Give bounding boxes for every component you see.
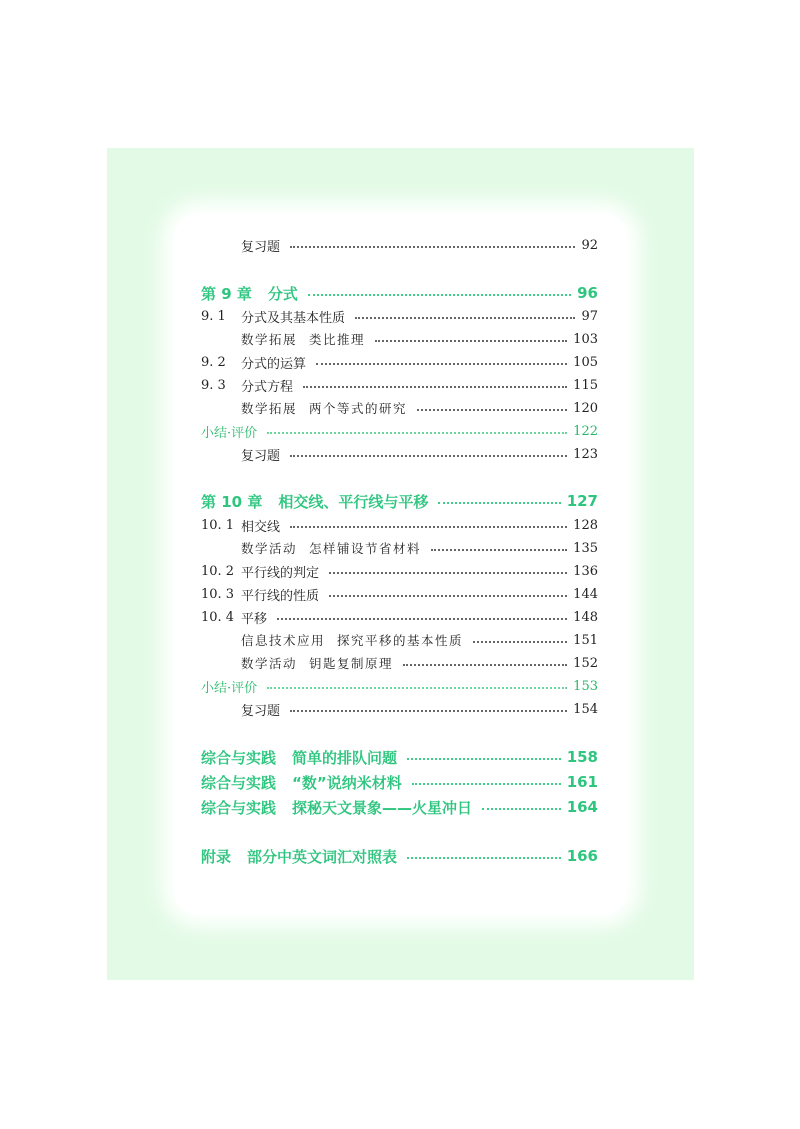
- page-number: 161: [566, 773, 598, 791]
- dot-leader: [417, 409, 567, 411]
- page-number: 92: [581, 237, 598, 253]
- entry-label: 复习题: [241, 448, 281, 464]
- dot-leader: [473, 641, 567, 643]
- dot-leader: [375, 340, 567, 342]
- practice-tag: 综合与实践: [201, 748, 277, 767]
- toc-extra-reading[interactable]: [201, 397, 598, 419]
- page-number: 115: [573, 377, 598, 393]
- page-number: 164: [566, 798, 598, 816]
- extra-name: 钥匙复制原理: [309, 656, 394, 671]
- dot-leader: [303, 386, 567, 388]
- toc-entry-review[interactable]: [201, 698, 598, 720]
- page-number: 128: [573, 517, 598, 533]
- page-number: 136: [573, 563, 598, 579]
- page-number: 152: [573, 655, 598, 671]
- page-number: 144: [573, 586, 598, 602]
- chapter-number: 第 9 章: [201, 284, 252, 303]
- section-number: 10. 2: [201, 563, 235, 579]
- page-number: 105: [573, 354, 598, 370]
- extra-title: [201, 654, 393, 672]
- section-number: 9. 3: [201, 377, 226, 393]
- practice-tag: 综合与实践: [201, 798, 277, 817]
- section-title: 相交线: [241, 519, 281, 535]
- extra-tag: 数学拓展: [241, 401, 298, 416]
- section-title: 分式方程: [241, 379, 294, 395]
- section-number: 10. 1: [201, 517, 235, 533]
- toc-extra-activity[interactable]: [201, 629, 598, 651]
- practice-tag: 综合与实践: [201, 773, 277, 792]
- extra-name: 类比推理: [309, 332, 366, 347]
- dot-leader: [438, 502, 560, 504]
- chapter-name: 分式: [267, 284, 298, 303]
- section-number: 9. 2: [201, 354, 226, 370]
- dot-leader: [355, 317, 575, 319]
- practice-name: “数”说纳米材料: [292, 773, 402, 792]
- page-number: 158: [566, 748, 598, 766]
- section-number: 9. 1: [201, 308, 226, 324]
- appendix-tag: 附录: [201, 847, 232, 866]
- section-number: 10. 4: [201, 609, 235, 625]
- dot-leader: [290, 710, 567, 712]
- section-title: 平移: [241, 611, 268, 627]
- dot-leader: [290, 526, 567, 528]
- toc-chapter-heading[interactable]: [201, 282, 598, 304]
- toc-entry-review[interactable]: [201, 443, 598, 465]
- page-number: 151: [573, 632, 598, 648]
- toc-practice-heading[interactable]: [201, 796, 598, 818]
- dot-leader: [277, 618, 567, 620]
- toc-extra-activity[interactable]: [201, 652, 598, 674]
- toc-practice-heading[interactable]: [201, 771, 598, 793]
- dot-leader: [431, 549, 567, 551]
- extra-tag: 信息技术应用: [241, 633, 326, 648]
- toc-section[interactable]: [201, 351, 598, 373]
- section-title: 分式及其基本性质: [241, 310, 346, 326]
- extra-name: 两个等式的研究: [309, 401, 408, 416]
- dot-leader: [290, 246, 575, 248]
- toc-section[interactable]: [201, 583, 598, 605]
- toc-entry-review[interactable]: [201, 234, 598, 256]
- extra-title: [201, 631, 463, 649]
- page-number: 148: [573, 609, 598, 625]
- extra-name: 怎样铺设节省材料: [309, 541, 422, 556]
- entry-label: 复习题: [241, 703, 281, 719]
- chapter-title: [201, 283, 298, 304]
- dot-leader: [290, 455, 567, 457]
- practice-name: 探秘天文景象——火星冲日: [292, 798, 473, 817]
- appendix-name: 部分中英文词汇对照表: [247, 847, 398, 866]
- chapter-title: [201, 491, 428, 512]
- page-number: 153: [573, 678, 598, 694]
- page-number: 135: [573, 540, 598, 556]
- section-title: 平行线的判定: [241, 565, 320, 581]
- page-number: 123: [573, 446, 598, 462]
- extra-title: [201, 399, 407, 417]
- extra-tag: 数学活动: [241, 541, 298, 556]
- dot-leader: [403, 664, 567, 666]
- chapter-name: 相交线、平行线与平移: [278, 492, 429, 511]
- toc-summary[interactable]: [201, 420, 598, 442]
- dot-leader: [407, 758, 561, 760]
- dot-leader: [412, 783, 561, 785]
- dot-leader: [267, 432, 567, 434]
- toc-section[interactable]: [201, 560, 598, 582]
- toc-extra-activity[interactable]: [201, 537, 598, 559]
- practice-title: [201, 772, 402, 793]
- section-number: 10. 3: [201, 586, 235, 602]
- dot-leader: [482, 808, 561, 810]
- toc-chapter-heading[interactable]: [201, 490, 598, 512]
- summary-label: 小结·评价: [201, 425, 258, 441]
- page-number: 103: [573, 331, 598, 347]
- page-number: 127: [566, 492, 598, 510]
- page-number: 96: [577, 284, 598, 302]
- section-title: 分式的运算: [241, 356, 307, 372]
- page-number: 154: [573, 701, 598, 717]
- appendix-title: [201, 846, 397, 867]
- toc-section[interactable]: [201, 514, 598, 536]
- practice-title: [201, 797, 472, 818]
- dot-leader: [329, 572, 567, 574]
- dot-leader: [308, 294, 571, 296]
- practice-title: [201, 747, 397, 768]
- extra-title: [201, 539, 421, 557]
- toc-section[interactable]: [201, 606, 598, 628]
- page-number: 166: [566, 847, 598, 865]
- dot-leader: [407, 857, 561, 859]
- page-number: 97: [581, 308, 598, 324]
- toc-appendix-heading[interactable]: [201, 845, 598, 867]
- practice-name: 简单的排队问题: [292, 748, 398, 767]
- extra-tag: 数学拓展: [241, 332, 298, 347]
- dot-leader: [329, 595, 567, 597]
- toc-extra-reading[interactable]: [201, 328, 598, 350]
- summary-label: 小结·评价: [201, 680, 258, 696]
- extra-title: [201, 330, 365, 348]
- toc-summary[interactable]: [201, 675, 598, 697]
- extra-name: 探究平移的基本性质: [337, 633, 464, 648]
- page-number: 122: [573, 423, 598, 439]
- dot-leader: [267, 687, 567, 689]
- extra-tag: 数学活动: [241, 656, 298, 671]
- page-number: 120: [573, 400, 598, 416]
- chapter-number: 第 10 章: [201, 492, 263, 511]
- section-title: 平行线的性质: [241, 588, 320, 604]
- toc-practice-heading[interactable]: [201, 746, 598, 768]
- toc-section[interactable]: [201, 374, 598, 396]
- toc-section[interactable]: [201, 305, 598, 327]
- dot-leader: [316, 363, 567, 365]
- entry-label: 复习题: [241, 239, 281, 255]
